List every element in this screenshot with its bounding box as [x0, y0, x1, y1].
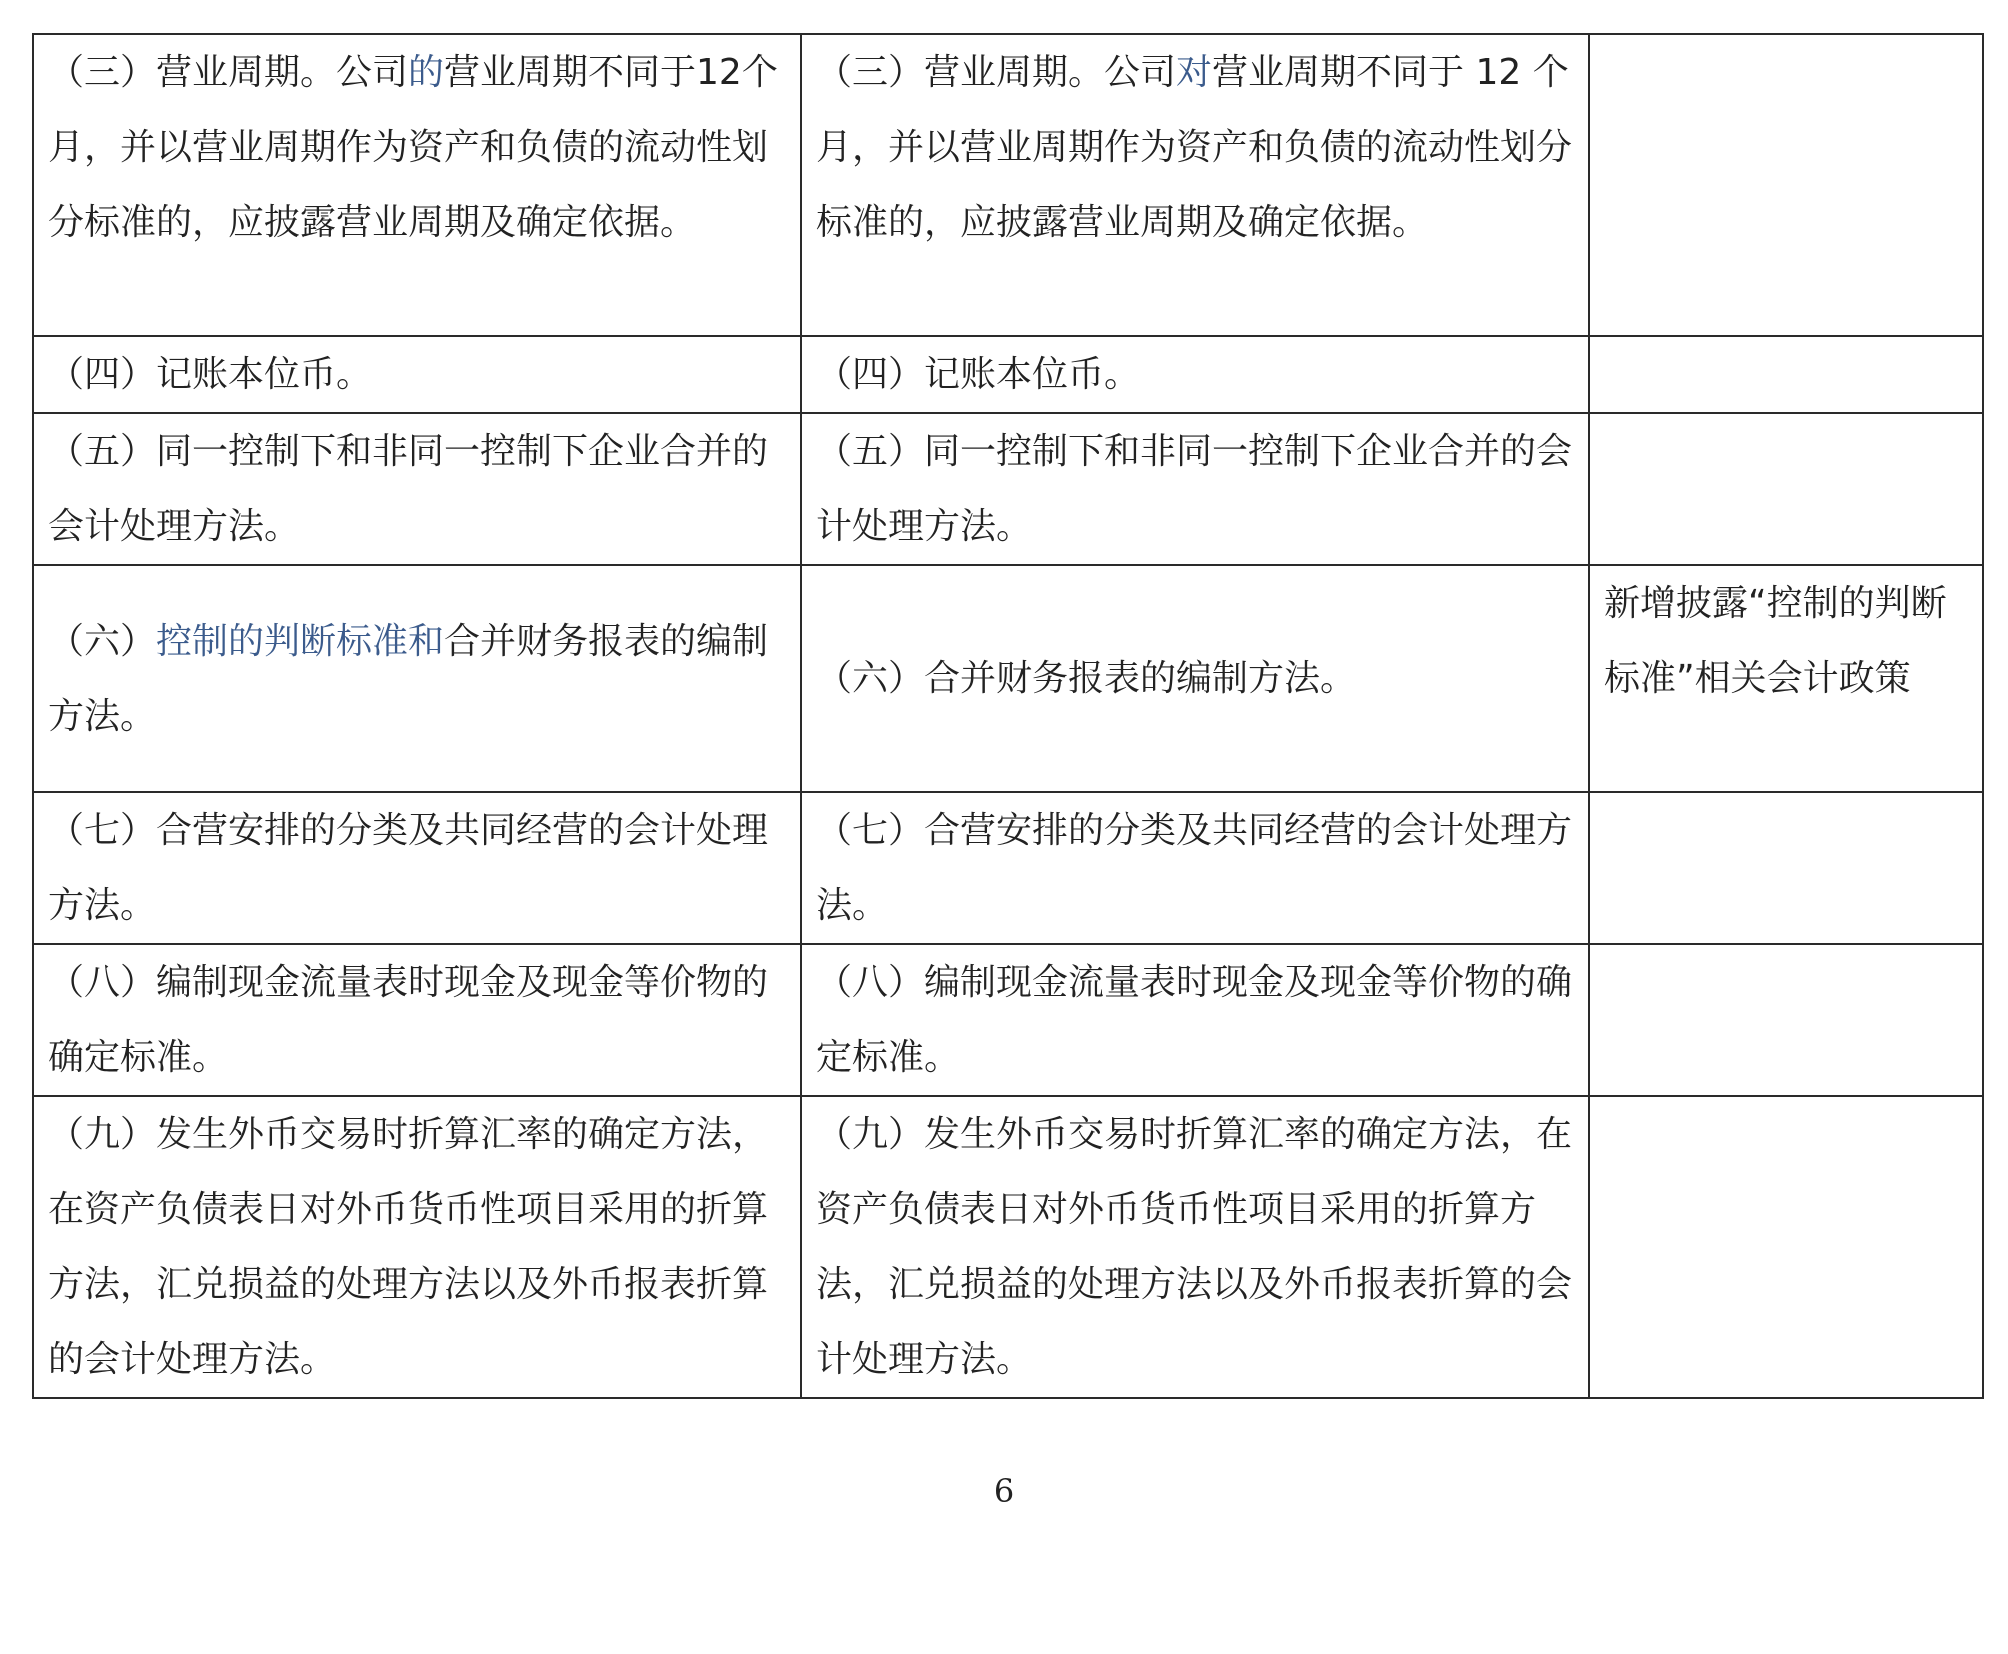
cell-text: （八）编制现金流量表时现金及现金等价物的确定标准。: [816, 962, 1573, 1078]
table-row: [33, 565, 1983, 792]
cell-text: （四）记账本位币。: [48, 354, 373, 395]
original-provision-cell: [801, 34, 1589, 336]
original-provision-cell: [801, 792, 1589, 944]
cell-text: （四）记账本位币。: [816, 354, 1141, 395]
revised-provision-cell: [33, 1096, 801, 1398]
table-row: [33, 413, 1983, 565]
cell-text: 营业周期不同于 12 个月，并以营业周期作为资产和负债的流动性划分标准的，应披露营业周期及确定依据。: [816, 52, 1573, 243]
cell-text: 营业周期不同于12个月，并以营业周期作为资产和负债的流动性划分标准的，应披露营业周期及确定依据。: [48, 52, 778, 243]
cell-text: （五）同一控制下和非同一控制下企业合并的会计处理方法。: [48, 431, 769, 547]
cell-text: （九）发生外币交易时折算汇率的确定方法，在资产负债表日对外币货币性项目采用的折算方法，汇兑损益的处理方法以及外币报表折算的会计处理方法。: [48, 1114, 769, 1380]
revised-provision-cell: [33, 565, 801, 792]
remark-cell: [1589, 34, 1983, 336]
cell-text: （五）同一控制下和非同一控制下企业合并的会计处理方法。: [816, 431, 1573, 547]
revised-provision-cell: [33, 336, 801, 413]
table-row: [33, 34, 1983, 336]
cell-text: （六）: [48, 620, 157, 662]
original-provision-cell: [801, 1096, 1589, 1398]
cell-text: （三）营业周期。公司: [48, 52, 409, 93]
remark-cell: [1589, 792, 1983, 944]
highlighted-change: 控制的判断标准和: [156, 620, 445, 662]
comparison-table: [32, 33, 1984, 1399]
remark-cell: [1589, 944, 1983, 1096]
page-number: 6: [993, 1472, 1015, 1510]
remark-cell: [1589, 413, 1983, 565]
remark-cell: 新增披露“控制的判断标准”相关会计政策: [1589, 565, 1983, 792]
table-row: [33, 1096, 1983, 1398]
table-row: [33, 336, 1983, 413]
original-provision-cell: [801, 565, 1589, 792]
cell-text: （九）发生外币交易时折算汇率的确定方法，在资产负债表日对外币货币性项目采用的折算方法，汇兑损益的处理方法以及外币报表折算的会计处理方法。: [816, 1114, 1573, 1380]
table-row: [33, 792, 1983, 944]
revised-provision-cell: [33, 944, 801, 1096]
cell-text: （六）合并财务报表的编制方法。: [816, 658, 1357, 699]
remark-cell: [1589, 1096, 1983, 1398]
original-provision-cell: [801, 413, 1589, 565]
revised-provision-cell: [33, 413, 801, 565]
original-provision-cell: [801, 336, 1589, 413]
highlighted-change: 对: [1176, 52, 1213, 93]
revised-provision-cell: [33, 34, 801, 336]
cell-text: 合并财务报表的编制方法。: [48, 620, 769, 737]
table-row: [33, 944, 1983, 1096]
cell-text: （三）营业周期。公司: [816, 52, 1177, 93]
cell-text: （七）合营安排的分类及共同经营的会计处理方法。: [48, 810, 769, 926]
revised-provision-cell: [33, 792, 801, 944]
cell-text: （七）合营安排的分类及共同经营的会计处理方法。: [816, 810, 1573, 926]
remark-cell: [1589, 336, 1983, 413]
original-provision-cell: [801, 944, 1589, 1096]
cell-text: （八）编制现金流量表时现金及现金等价物的确定标准。: [48, 962, 769, 1078]
highlighted-change: 的: [408, 52, 445, 93]
